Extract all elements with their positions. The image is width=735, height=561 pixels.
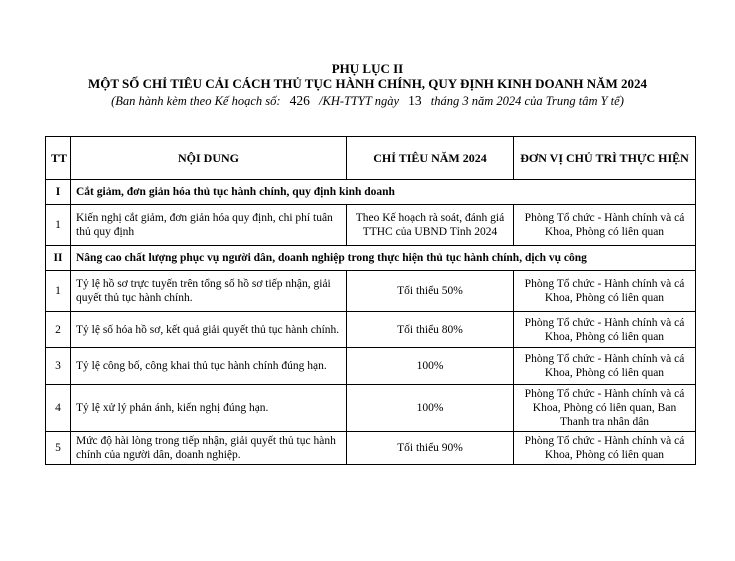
row-tt: 4 (46, 385, 71, 432)
row-unit: Phòng Tổ chức - Hành chính và cá Khoa, Phòng có liên quan (514, 271, 696, 312)
row-unit: Phòng Tổ chức - Hành chính và cá Khoa, Phòng có liên quan (514, 205, 696, 246)
header-target: CHỈ TIÊU NĂM 2024 (347, 137, 514, 180)
row-target: 100% (347, 385, 514, 432)
row-unit: Phòng Tổ chức - Hành chính và cá Khoa, Phòng có liên quan, Ban Thanh tra nhân dân (514, 385, 696, 432)
table-row (46, 312, 696, 348)
row-content: Mức độ hài lòng trong tiếp nhận, giải quyết thủ tục hành chính của người dân, doanh nghiệp. (71, 432, 347, 465)
table-row (46, 385, 696, 432)
row-tt: 3 (46, 348, 71, 385)
section-row-2 (46, 246, 696, 271)
row-tt: 1 (46, 205, 71, 246)
table-row (46, 271, 696, 312)
row-target: Theo Kế hoạch rà soát, đánh giá TTHC của UBND Tỉnh 2024 (347, 205, 514, 246)
row-content: Tỷ lệ số hóa hồ sơ, kết quả giải quyết thủ tục hành chính. (71, 312, 347, 348)
issuance-note-part-b: /KH-TTYT ngày (319, 94, 400, 108)
row-target: Tối thiểu 80% (347, 312, 514, 348)
section-row-1 (46, 180, 696, 205)
table-header-row (46, 137, 696, 180)
row-tt: 1 (46, 271, 71, 312)
header-content: NỘI DUNG (71, 137, 347, 180)
table-row (46, 205, 696, 246)
row-unit: Phòng Tổ chức - Hành chính và cá Khoa, Phòng có liên quan (514, 432, 696, 465)
plan-number: 426 (289, 93, 310, 108)
document-header (0, 61, 735, 110)
row-content: Tỷ lệ xử lý phản ánh, kiến nghị đúng hạn. (71, 385, 347, 432)
table-row (46, 348, 696, 385)
issue-day: 13 (408, 93, 422, 108)
section-number: I (46, 180, 71, 205)
row-target: Tối thiểu 90% (347, 432, 514, 465)
row-unit: Phòng Tổ chức - Hành chính và cá Khoa, Phòng có liên quan (514, 348, 696, 385)
appendix-title: PHỤ LỤC II (331, 61, 404, 76)
row-tt: 5 (46, 432, 71, 465)
header-unit: ĐƠN VỊ CHỦ TRÌ THỰC HIỆN (514, 137, 696, 180)
header-tt: TT (46, 137, 71, 180)
issuance-note-part-a: (Ban hành kèm theo Kế hoạch số: (111, 94, 281, 108)
document-title: MỘT SỐ CHỈ TIÊU CẢI CÁCH THỦ TỤC HÀNH CHÍNH, QUY ĐỊNH KINH DOANH NĂM 2024 (87, 76, 648, 91)
issuance-note-part-c: tháng 3 năm 2024 của Trung tâm Y tế) (430, 94, 624, 108)
issuance-note (0, 92, 735, 110)
row-content: Kiến nghị cắt giảm, đơn giản hóa quy định, chi phí tuân thủ quy định (71, 205, 347, 246)
row-tt: 2 (46, 312, 71, 348)
table-row (46, 432, 696, 465)
row-unit: Phòng Tổ chức - Hành chính và cá Khoa, Phòng có liên quan (514, 312, 696, 348)
row-target: Tối thiểu 50% (347, 271, 514, 312)
row-content: Tỷ lệ hồ sơ trực tuyến trên tổng số hồ sơ tiếp nhận, giải quyết thủ tục hành chính. (71, 271, 347, 312)
row-content: Tỷ lệ công bố, công khai thủ tục hành chính đúng hạn. (71, 348, 347, 385)
section-number: II (46, 246, 71, 271)
section-title: Nâng cao chất lượng phục vụ người dân, doanh nghiệp trong thực hiện thủ tục hành chính, dịch vụ công (71, 246, 696, 271)
section-title: Cắt giảm, đơn giản hóa thủ tục hành chính, quy định kinh doanh (71, 180, 696, 205)
row-target: 100% (347, 348, 514, 385)
targets-table (45, 136, 696, 465)
